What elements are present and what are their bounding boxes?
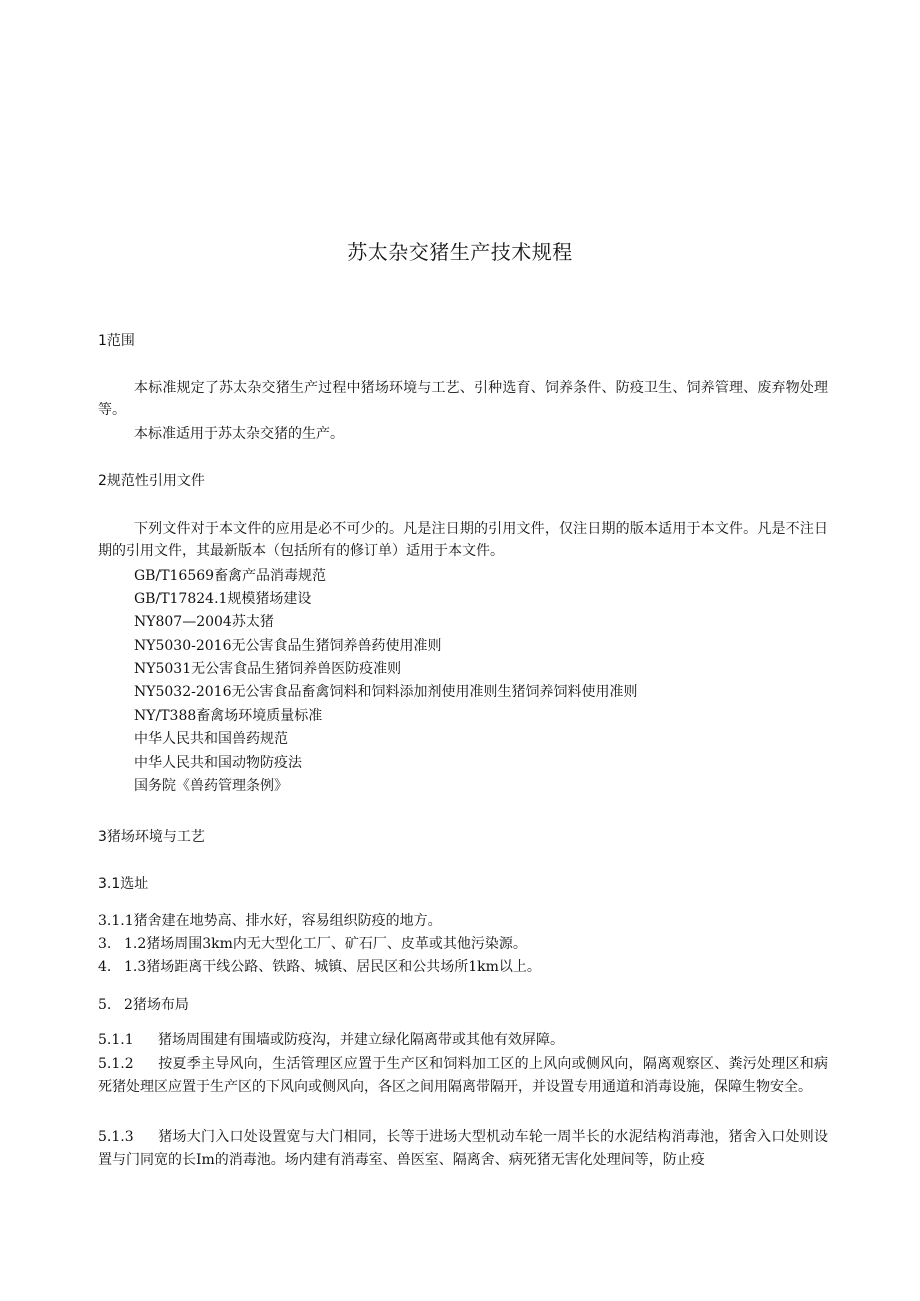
section-1-heading: 1范围 — [98, 333, 135, 349]
reference-item: 中华人民共和国动物防疫法 — [134, 755, 302, 771]
list-item — [98, 910, 442, 932]
reference-item: 国务院《兽药管理条例》 — [134, 778, 288, 794]
list-item-text: 1.3猪场距离干线公路、铁路、城镇、居民区和公共场所1km以上。 — [124, 959, 541, 975]
reference-item: NY5030-2016无公害食品生猪饲养兽药使用准则 — [134, 638, 442, 654]
section-1-paragraph-1: 本标准规定了苏太杂交猪生产过程中猪场环境与工艺、引种选育、饲养条件、防疫卫生、饲养管理、废弃物处理等。 — [98, 380, 828, 418]
reference-item: 中华人民共和国兽药规范 — [134, 731, 288, 747]
section-3-heading: 3猪场环境与工艺 — [98, 829, 205, 845]
clause-text: 按夏季主导风向，生活管理区应置于生产区和饲料加工区的上风向或侧风向，隔离观察区、粪污处理区和病死猪处理区应置于生产区的下风向或侧风向，各区之间用隔离带隔开，并设置专用通道和消毒设施，保障生物安全。 — [98, 1056, 828, 1095]
reference-item: NY5032-2016无公害食品畜禽饲料和饲料添加剂使用准则生猪饲养饲料使用准则 — [134, 684, 638, 700]
subsection-3-1-heading: 3.1选址 — [98, 876, 149, 892]
reference-item: GB/T17824.1规模猪场建设 — [134, 591, 312, 607]
reference-item: NY/T388畜禽场环境质量标准 — [134, 708, 323, 724]
reference-item: NY5031无公害食品生猪饲养兽医防疫准则 — [134, 661, 402, 677]
list-item-number: 3. — [98, 936, 112, 952]
document-title: 苏太杂交猪生产技术规程 — [347, 240, 573, 264]
subsection-number: 5. — [98, 997, 112, 1013]
section-2-heading: 2规范性引用文件 — [98, 473, 205, 489]
section-1-paragraph-2: 本标准适用于苏太杂交猪的生产。 — [134, 426, 344, 442]
list-item-text: 3.1.1猪舍建在地势高、排水好，容易组织防疫的地方。 — [98, 913, 442, 929]
clause-number: 5.1.3 — [98, 1129, 134, 1145]
reference-item: GB/T16569畜禽产品消毒规范 — [134, 568, 327, 584]
list-item-text: 1.2猪场周围3km内无大型化工厂、矿石厂、皮革或其他污染源。 — [124, 936, 527, 952]
clause-number: 5.1.2 — [98, 1056, 134, 1072]
list-item — [98, 956, 541, 978]
reference-item: NY807—2004苏太猪 — [134, 614, 274, 630]
list-item — [98, 933, 527, 955]
subsection-text: 2猪场布局 — [124, 997, 189, 1013]
list-item-number: 4. — [98, 959, 112, 975]
section-2-paragraph-1: 下列文件对于本文件的应用是必不可少的。凡是注日期的引用文件，仅注日期的版本适用于本文件。凡是不注日期的引用文件，其最新版本（包括所有的修订单）适用于本文件。 — [98, 521, 828, 559]
clause-number: 5.1.1 — [98, 1032, 134, 1048]
clause-5-1-1 — [98, 1029, 828, 1052]
clause-text: 猪场周围建有围墙或防疫沟，并建立绿化隔离带或其他有效屏障。 — [158, 1032, 564, 1048]
clause-text: 猪场大门入口处设置宽与大门相同，长等于进场大型机动车轮一周半长的水泥结构消毒池，猪舍入口处则设置与门同宽的长Im的消毒池。场内建有消毒室、兽医室、隔离舍、病死猪无害化处理间等，防止疫 — [98, 1129, 828, 1168]
clause-5-1-2 — [98, 1053, 828, 1099]
subsection-heading — [98, 994, 189, 1016]
clause-5-1-3 — [98, 1126, 828, 1172]
